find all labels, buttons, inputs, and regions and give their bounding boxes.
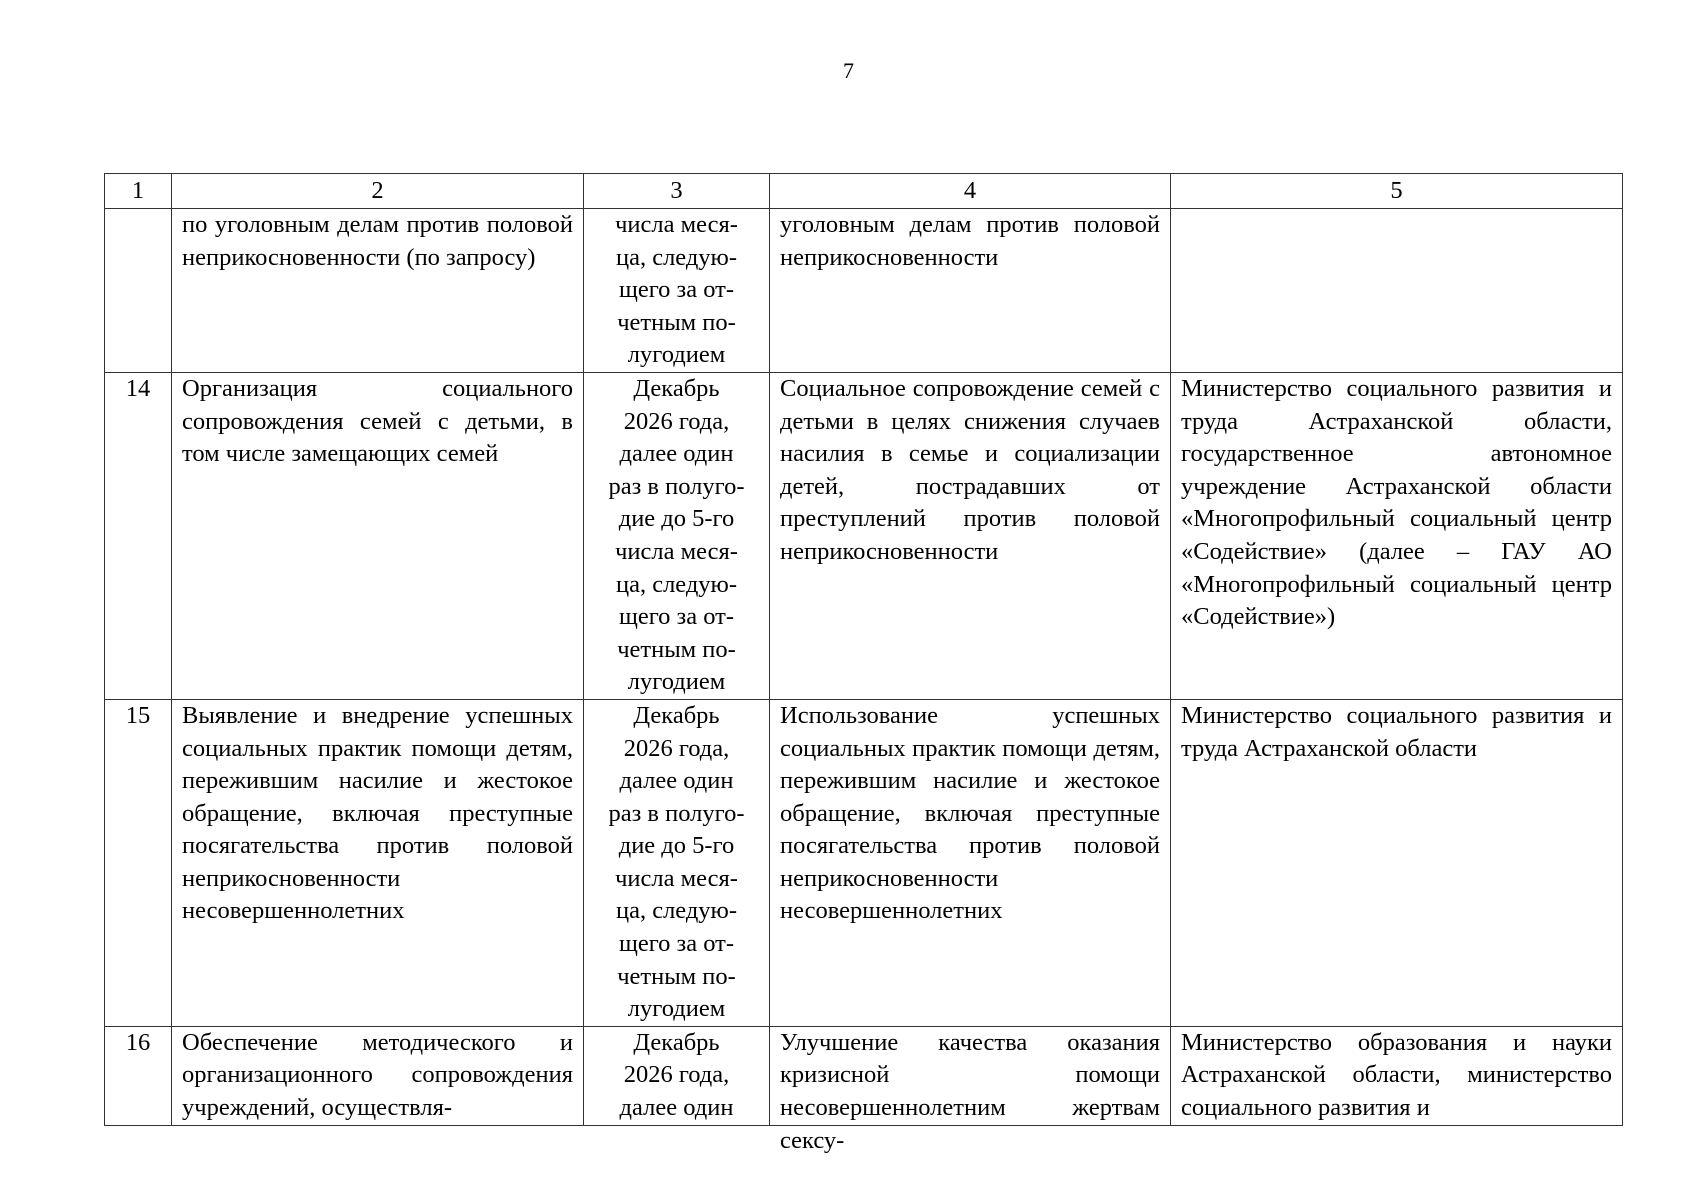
deadline-line: числа меся- <box>615 211 738 238</box>
responsible-cell: Министерство социального развития и труда Астраханской области, государственное автономное учреждение Астраханской области «Многопрофильный социальный центр «Содействие» (далее – ГАУ АО «Многопрофильный социальный центр «Содействие») <box>1171 372 1623 699</box>
measure-cell: Выявление и внедрение успешных социальных практик помощи детям, пережившим насилие и жестокое обращение, включая преступные посягательства против половой неприкосновенности несовершеннолетних <box>172 699 584 1026</box>
header-cell-4: 4 <box>770 174 1171 209</box>
deadline-line: далее один <box>619 1094 734 1122</box>
result-cell: Социальное сопровождение семей с детьми в целях снижения случаев насилия в семье и социализации детей, пострадавших от преступлений против половой неприкосновенности <box>770 372 1171 699</box>
deadline-line: щего за от- <box>618 603 735 631</box>
measure-cell: по уголовным делам против половой неприкосновенности (по запросу) <box>172 209 584 373</box>
deadline-line: четным по- <box>617 635 736 663</box>
deadline-line: 2026 года, <box>623 407 730 435</box>
result-text: Улучшение качества оказания кризисной помощи несовершеннолетним жертвам сексу- <box>780 1028 1160 1154</box>
header-cell-5: 5 <box>1171 174 1623 209</box>
deadline-line: дие до 5-го <box>618 505 735 533</box>
table-row <box>105 372 1623 699</box>
deadline-line: далее один <box>619 440 734 468</box>
row-number-text: 16 <box>125 1028 151 1056</box>
deadline-line: лугодием <box>627 341 726 369</box>
plan-table <box>104 173 1623 1154</box>
deadline-cell <box>584 699 770 1026</box>
deadline-line: ца, следую- <box>615 570 738 598</box>
header-cell-1: 1 <box>105 174 172 209</box>
deadline-line: лугодием <box>627 668 726 696</box>
result-cell: Использование успешных социальных практик помощи детям, пережившим насилие и жестокое обращение, включая преступные посягательства против половой неприкосновенности несовершеннолетних <box>770 699 1171 1026</box>
row-number: 14 <box>105 372 172 699</box>
deadline-line: числа меся- <box>615 537 738 565</box>
deadline-line: Декабрь <box>633 1028 720 1056</box>
deadline-line: раз в полуго- <box>608 472 745 500</box>
deadline-line: дие до 5-го <box>618 832 735 860</box>
measure-text: Обеспечение методического и организационного сопровождения учреждений, осуществля- <box>182 1028 573 1122</box>
row-number <box>105 209 172 373</box>
table-row <box>105 209 1623 373</box>
measure-cell: Организация социального сопровождения семей с детьми, в том числе замещающих семей <box>172 372 584 699</box>
table-row <box>105 1026 1623 1125</box>
row-number <box>105 1026 172 1125</box>
deadline-line: раз в полуго- <box>608 799 745 827</box>
responsible-cell: Министерство социального развития и труда Астраханской области <box>1171 699 1623 1026</box>
page-number: 7 <box>843 58 854 83</box>
responsible-cell <box>1171 209 1623 373</box>
deadline-line: щего за от- <box>618 930 735 958</box>
deadline-line: четным по- <box>617 308 736 336</box>
deadline-cell <box>584 209 770 373</box>
result-cell: уголовным делам против половой неприкосновенности <box>770 209 1171 373</box>
deadline-line: 2026 года, <box>623 734 730 762</box>
deadline-text <box>590 1027 763 1125</box>
table-row <box>105 699 1623 1026</box>
deadline-line: далее один <box>619 767 734 795</box>
responsible-cell <box>1171 1026 1623 1125</box>
deadline-line: Декабрь <box>633 374 720 402</box>
deadline-line: числа меся- <box>615 864 738 892</box>
deadline-line: четным по- <box>617 962 736 990</box>
measure-cell <box>172 1026 584 1125</box>
result-cell <box>770 1026 1171 1154</box>
deadline-line: ца, следую- <box>615 243 738 271</box>
deadline-line: лугодием <box>627 995 726 1023</box>
deadline-line: Декабрь <box>633 701 720 729</box>
header-cell-2: 2 <box>172 174 584 209</box>
responsible-text: Министерство образования и науки Астраханской области, министерство социального развития и <box>1181 1028 1612 1122</box>
deadline-line: 2026 года, <box>623 1061 730 1089</box>
header-cell-3: 3 <box>584 174 770 209</box>
deadline-line: ца, следую- <box>615 897 738 925</box>
table-header-row <box>105 174 1623 209</box>
deadline-line: щего за от- <box>618 276 735 304</box>
deadline-cell <box>584 1026 770 1125</box>
deadline-cell <box>584 372 770 699</box>
row-number: 15 <box>105 699 172 1026</box>
